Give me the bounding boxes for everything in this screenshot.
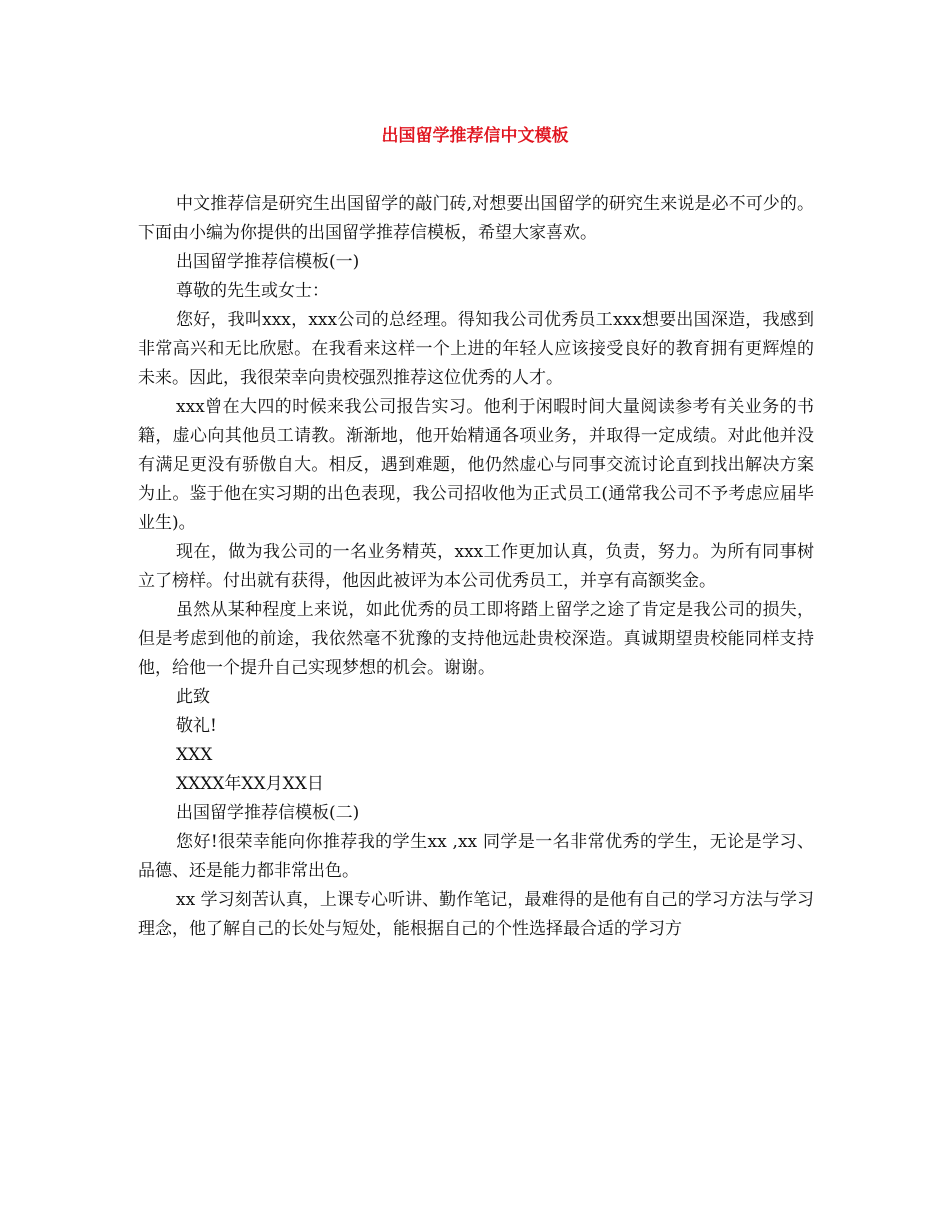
paragraph-student-study: xx 学习刻苦认真，上课专心听讲、勤作笔记，最难得的是他有自己的学习方法与学习理念，他了解自己的长处与短处，能根据自己的个性选择最合适的学习方: [138, 890, 814, 939]
letter-regards: 敬礼!: [176, 716, 217, 736]
section-heading-template-two: 出国留学推荐信模板(二): [176, 803, 360, 823]
paragraph-internship: xxx曾在大四的时候来我公司报告实习。他利于闲暇时间大量阅读参考有关业务的书籍，虚心向其他员工请教。渐渐地，他开始精通各项业务，并取得一定成绩。对此他并没有满足更没有骄傲自大。相反，遇到难题，他仍然虚心与同事交流讨论直到找出解决方案为止。鉴于他在实习期的出色表现，我公司招收他为正式员工(通常我公司不予考虑应届毕业生)。: [138, 397, 814, 533]
letter-signature: XXX: [176, 745, 213, 765]
paragraph-greeting: 您好，我叫xxx，xxx公司的总经理。得知我公司优秀员工xxx想要出国深造，我感到非常高兴和无比欣慰。在我看来这样一个上进的年轻人应该接受良好的教育拥有更辉煌的未来。因此，我很荣幸向贵校强烈推荐这位优秀的人才。: [138, 310, 814, 388]
letter-closing: 此致: [176, 687, 210, 707]
letter-salutation: 尊敬的先生或女士：: [176, 281, 329, 301]
letter-date: XXXX年XX月XX日: [176, 774, 324, 794]
paragraph-current-work: 现在，做为我公司的一名业务精英，xxx工作更加认真，负责，努力。为所有同事树立了榜样。付出就有获得，他因此被评为本公司优秀员工，并享有高额奖金。: [138, 542, 814, 591]
paragraph-support: 虽然从某种程度上来说，如此优秀的员工即将踏上留学之途了肯定是我公司的损失，但是考虑到他的前途，我依然毫不犹豫的支持他远赴贵校深造。真诚期望贵校能同样支持他，给他一个提升自己实现梦想的机会。谢谢。: [138, 600, 814, 678]
document-title: 出国留学推荐信中文模板: [381, 126, 569, 146]
document-body: [138, 190, 814, 944]
paragraph-intro: 中文推荐信是研究生出国留学的敲门砖,对想要出国留学的研究生来说是必不可少的。下面由小编为你提供的出国留学推荐信模板，希望大家喜欢。: [138, 194, 814, 243]
section-heading-template-one: 出国留学推荐信模板(一): [176, 252, 360, 272]
paragraph-student-intro: 您好!很荣幸能向你推荐我的学生xx ,xx 同学是一名非常优秀的学生，无论是学习、品德、还是能力都非常出色。: [138, 832, 814, 881]
